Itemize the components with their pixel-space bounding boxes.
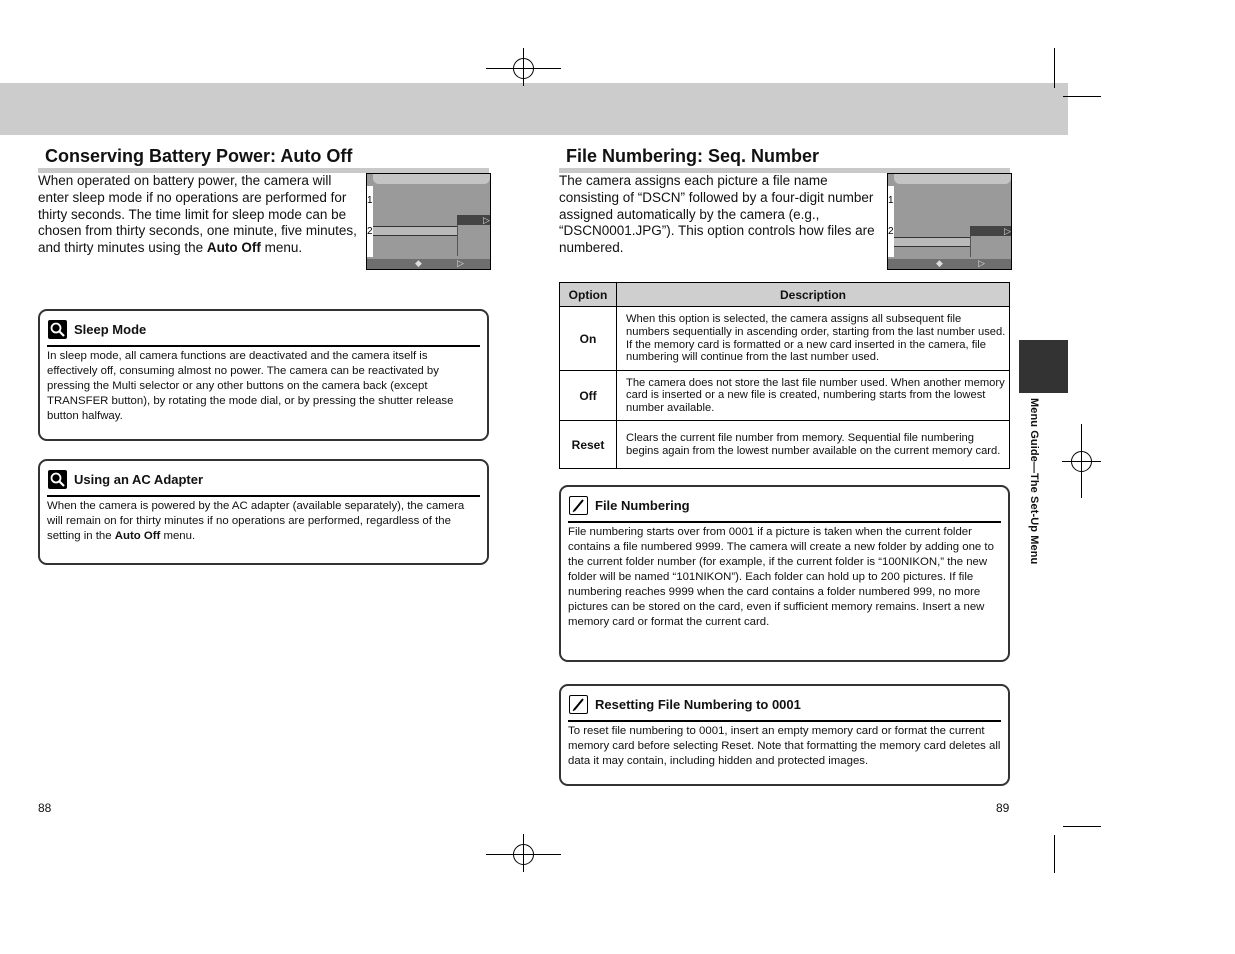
auto-off-menu-screen: 1 2 ▷ ◆ ▷: [366, 173, 491, 270]
lcd-row-number: 2: [888, 226, 894, 237]
header-band: [0, 83, 1068, 135]
column-header-option: Option: [560, 283, 617, 307]
chapter-tab: [1019, 340, 1068, 393]
note-file-numbering: [559, 485, 1010, 662]
page-number-right: 89: [996, 801, 1010, 815]
table-row: [560, 371, 1010, 421]
left-section-title: Conserving Battery Power: Auto Off: [38, 146, 489, 173]
option-cell: Reset: [560, 421, 617, 469]
table-row: [560, 421, 1010, 469]
crop-mark-top-h: [1063, 96, 1101, 97]
chapter-label: Menu Guide—The Set-Up Menu: [1028, 398, 1040, 565]
right-intro-text: The camera assigns each picture a file name consisting of “DSCN” followed by a four-digit number assigned automatically by the camera (e.g., “DSCN0001.JPG”). This option controls how files are numbered.: [559, 173, 875, 256]
registration-mark-bottom-circle: [513, 844, 534, 865]
column-header-description: Description: [617, 283, 1010, 307]
note-title: File Numbering: [595, 498, 690, 513]
description-cell: When this option is selected, the camera assigns all subsequent file numbers sequentially in ascending order, starting from the last number used. If the memory card is formatted or a new card inserted in the camera, file numbering will continue from the last number used.: [617, 307, 1010, 371]
registration-mark-right-circle: [1071, 451, 1092, 472]
page-number-left: 88: [38, 801, 52, 815]
lcd-row-number: 2: [367, 226, 373, 237]
pencil-icon: [569, 695, 588, 714]
crop-mark-top-v: [1054, 48, 1055, 88]
option-cell: Off: [560, 371, 617, 421]
note-title: Resetting File Numbering to 0001: [595, 697, 801, 712]
left-intro-text: When operated on battery power, the camera will enter sleep mode if no operations are performed for thirty seconds. The time limit for sleep mode can be chosen from thirty seconds, one minute, five minutes, and thirty minutes using the Auto Off menu.: [38, 173, 357, 256]
note-resetting-file-numbering: [559, 684, 1010, 786]
lcd-row-number: 1: [367, 195, 373, 206]
description-cell: Clears the current file number from memory. Sequential file numbering begins again from the lowest number available on the current memory card.: [617, 421, 1010, 469]
seq-number-menu-screen: 1 2 ▷ ◆ ▷: [887, 173, 1012, 270]
registration-mark-top-circle: [513, 58, 534, 79]
crop-mark-bottom-h: [1063, 826, 1101, 827]
magnifier-icon: [48, 320, 67, 339]
right-section-title: File Numbering: Seq. Number: [559, 146, 1010, 173]
note-ac-adapter: [38, 459, 489, 565]
note-sleep-mode: [38, 309, 489, 441]
magnifier-icon: [48, 470, 67, 489]
note-body: In sleep mode, all camera functions are deactivated and the camera itself is effectively off, consuming almost no power. The camera can be reactivated by pressing the Multi selector or any other buttons on the camera back (except TRANSFER button), by rotating the mode dial, or by pressing the shutter release button halfway.: [47, 350, 454, 422]
note-body: To reset file numbering to 0001, insert an empty memory card or format the current memory card before selecting Reset. Note that formatting the memory card deletes all data it may contain, including hidden and protected images.: [568, 725, 1001, 767]
option-cell: On: [560, 307, 617, 371]
crop-mark-bottom-v: [1054, 835, 1055, 873]
description-cell: The camera does not store the last file number used. When another memory card is inserted or a new file is created, numbering starts from the lowest number available.: [617, 371, 1010, 421]
pencil-icon: [569, 496, 588, 515]
note-body: When the camera is powered by the AC adapter (available separately), the camera will remain on for thirty minutes if no operations are performed, regardless of the setting in the Auto Off menu.: [47, 500, 465, 542]
note-title: Using an AC Adapter: [74, 472, 204, 487]
table-row: [560, 307, 1010, 371]
lcd-row-number: 1: [888, 195, 894, 206]
options-table: [559, 282, 1010, 469]
note-title: Sleep Mode: [74, 322, 147, 337]
note-body: File numbering starts over from 0001 if a picture is taken when the current folder contains a file numbered 9999. The camera will create a new folder by adding one to the current folder number (for example, if the current folder is “100NIKON,” the new folder will be named “101NIKON”). Each folder can hold up to 200 pictures. If file numbering reaches 9999 when the card contains a folder numbered 999, no more pictures can be stored on the card, even if sufficient memory remains. Insert a new memory card or format the current card.: [568, 526, 994, 628]
